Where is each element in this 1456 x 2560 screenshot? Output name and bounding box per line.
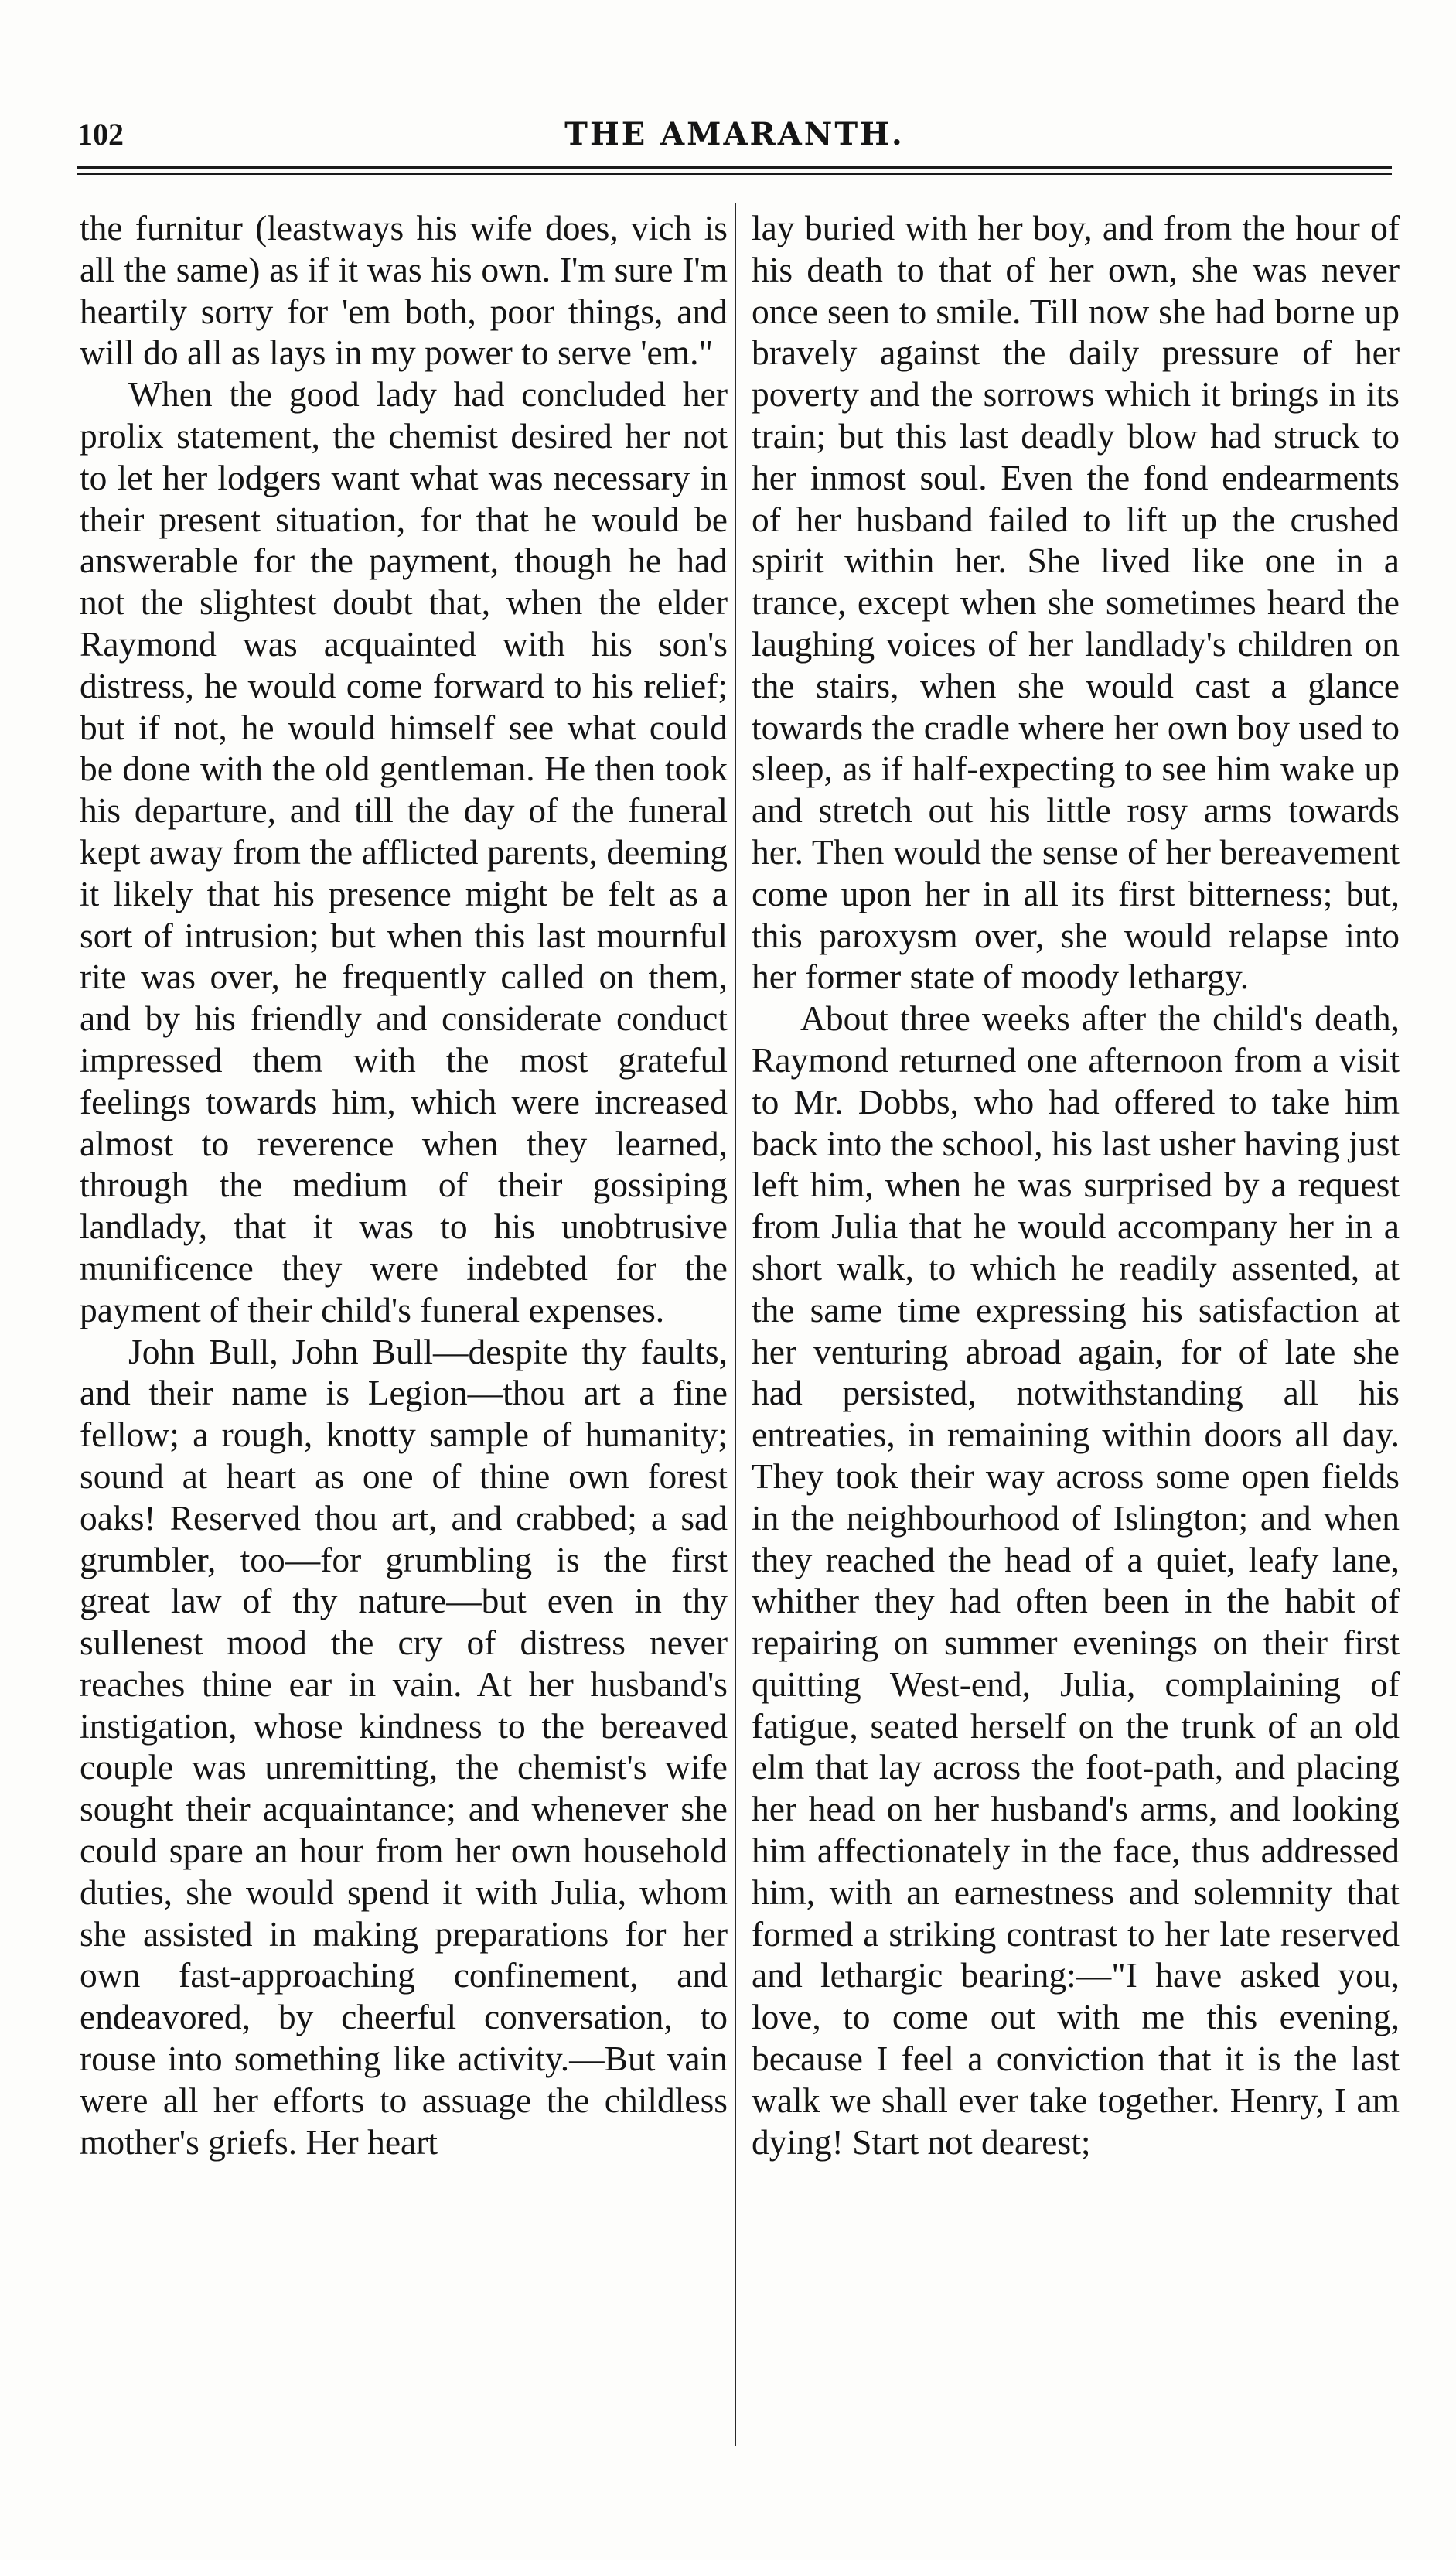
header-rule-thick — [77, 166, 1392, 169]
left-column — [80, 207, 728, 2162]
paragraph: the furnitur (leastways his wife does, vich is all the same) as if it was his own. I'm sure I'm heartily sorry for 'em both, poor things, and will do all as lays in my power to serve 'em." — [80, 208, 728, 373]
page-number: 102 — [77, 117, 124, 152]
header-rule-thin — [77, 173, 1392, 175]
running-title: THE AMARANTH. — [564, 116, 905, 152]
paragraph: About three weeks after the child's death, Raymond returned one afternoon from a visit to Mr. Dobbs, who had offered to take him back into the school, his last usher having just left him, when he was surprised by a request from Julia that he would accompany her in a short walk, to which he readily assented, at the same time expressing his satisfaction at her venturing abroad again, for of late she had persisted, notwithstanding all his entreaties, in remaining within doors all day. They took their way across some open fields in the neighbourhood of Islington; and when they reached the head of a quiet, leafy lane, whither they had often been in the habit of repairing on summer evenings on their first quitting West-end, Julia, complaining of fatigue, seated herself on the trunk of an old elm that lay across the foot-path, and placing her head on her husband's arms, and looking him affectionately in the face, thus addressed him, with an earnestness and solemnity that formed a striking contrast to her late reserved and lethargic bearing:—"I have asked you, love, to come out with me this evening, because I feel a conviction that it is the last walk we shall ever take together. Henry, I am dying! Start not dearest; — [752, 998, 1400, 2162]
right-column — [752, 207, 1400, 2162]
page-header — [77, 116, 1392, 162]
paragraph: lay buried with her boy, and from the hour of his death to that of her own, she was never once seen to smile. Till now she had borne up bravely against the daily pressure of her poverty and the sorrows which it brings in its train; but this last deadly blow had struck to her inmost soul. Even the fond endearments of her husband failed to lift up the crushed spirit within her. She lived like one in a trance, except when she sometimes heard the laughing voices of her landlady's children on the stairs, when she would cast a glance towards the cradle where her own boy used to sleep, as if half-expecting to see him wake up and stretch out his little rosy arms towards her. Then would the sense of her bereavement come upon her in all its first bitterness; but, this paroxysm over, she would relapse into her former state of moody lethargy. — [752, 208, 1400, 997]
column-divider — [735, 203, 736, 2446]
paragraph: When the good lady had concluded her prolix statement, the chemist desired her not to let her lodgers want what was necessary in their present situation, for that he would be answerable for the payment, though he had not the slightest doubt that, when the elder Raymond was acquainted with his son's distress, he would come forward to his relief; but if not, he would himself see what could be done with the old gentleman. He then took his departure, and till the day of the funeral kept away from the afflicted parents, deeming it likely that his presence might be felt as a sort of intrusion; but when this last mournful rite was over, he frequently called on them, and by his friendly and considerate conduct impressed them with the most grateful feelings towards him, which were increased almost to reverence when they learned, through the medium of their gossiping landlady, that it was to his unobtrusive munificence they were indebted for the payment of their child's funeral expenses. — [80, 374, 728, 1329]
paragraph: John Bull, John Bull—despite thy faults, and their name is Legion—thou art a fine fellow; a rough, knotty sample of humanity; sound at heart as one of thine own forest oaks! Reserved thou art, and crabbed; a sad grumbler, too—for grumbling is the first great law of thy nature—but even in thy sullenest mood the cry of distress never reaches thine ear in vain. At her husband's instigation, whose kindness to the bereaved couple was unremitting, the chemist's wife sought their acquaintance; and whenever she could spare an hour from her own household duties, she would spend it with Julia, whom she assisted in making preparations for her own fast-approaching confinement, and endeavored, by cheerful conversation, to rouse into something like activity.—But vain were all her efforts to assuage the childless mother's griefs. Her heart — [80, 1331, 728, 2162]
